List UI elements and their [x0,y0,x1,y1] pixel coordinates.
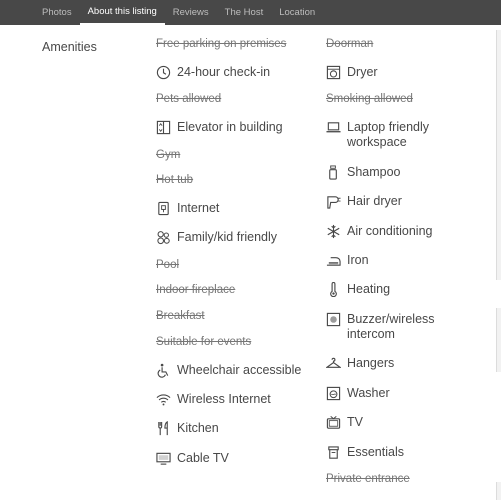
amenity-air-conditioning [326,224,432,239]
tab-reviews[interactable]: Reviews [172,7,209,18]
amenity-iron [326,253,369,268]
amenity-doorman [326,37,373,52]
amenity-internet [156,201,219,216]
amenity-label: Iron [347,253,369,267]
amenity-hair-dryer [326,194,402,209]
amenity-wireless-internet [156,392,271,407]
amenity-24-hour-check-in [156,65,270,80]
amenity-hot-tub [156,173,193,188]
listing-section-nav [0,0,501,25]
amenity-label: Free parking on premises [156,38,287,50]
amenity-label: Indoor fireplace [156,284,236,296]
amenity-shampoo [326,165,401,180]
amenity-suitable-for-events [156,335,251,350]
amenity-label: Gym [156,149,181,161]
family-icon [156,230,171,245]
wifi-icon [156,392,171,407]
amenity-breakfast [156,309,205,324]
amenity-cable-tv [156,451,229,466]
amenity-label: Buzzer/wireless intercom [347,312,435,341]
amenity-buzzer-wireless-intercom [326,312,462,342]
shampoo-icon [326,165,341,180]
amenity-label: Essentials [347,445,404,459]
elevator-icon [156,120,171,135]
amenity-label: Pool [156,259,180,271]
amenity-essentials [326,445,404,460]
amenity-indoor-fireplace [156,283,235,298]
tab-the-host[interactable]: The Host [224,7,264,18]
cable-tv-icon [156,451,171,466]
clock-icon [156,65,171,80]
amenity-hangers [326,356,394,371]
amenity-label: Suitable for events [156,336,252,348]
iron-icon [326,253,341,268]
thermometer-icon [326,282,341,297]
amenity-pets-allowed [156,92,221,107]
amenity-family-kid-friendly [156,230,277,245]
amenity-laptop-friendly-workspace [326,120,462,150]
amenity-washer [326,386,390,401]
amenity-label: TV [347,415,363,429]
amenity-label: Dryer [347,65,378,79]
internet-icon [156,201,171,216]
kitchen-icon [156,421,171,436]
tab-location[interactable]: Location [279,7,316,18]
amenity-gym [156,148,180,163]
washer-icon [326,386,341,401]
amenity-label: Smoking allowed [326,93,413,105]
right-panel-edge [496,482,501,500]
amenity-label: Washer [347,386,390,400]
tab-about-this-listing[interactable]: About this listing [80,0,165,25]
amenity-label: Heating [347,282,391,296]
wheelchair-icon [156,363,171,378]
amenity-label: Hangers [347,356,395,370]
amenity-label: Wireless Internet [177,392,271,406]
amenity-label: 24-hour check-in [177,65,271,79]
amenity-label: Pets allowed [156,93,222,105]
essentials-icon [326,445,341,460]
amenity-label: Internet [177,201,220,215]
amenities-heading: Amenities [42,40,97,54]
amenity-label: Hot tub [156,174,194,186]
intercom-icon [326,312,341,327]
amenity-wheelchair-accessible [156,363,301,378]
amenity-heating [326,282,390,297]
laptop-icon [326,120,341,135]
tv-icon [326,415,341,430]
hanger-icon [326,356,341,371]
hair-dryer-icon [326,194,341,209]
amenity-pool [156,258,179,273]
amenity-label: Doorman [326,38,374,50]
amenity-private-entrance [326,472,410,487]
amenity-label: Laptop friendly workspace [347,120,430,149]
amenity-label: Breakfast [156,310,205,322]
amenity-label: Hair dryer [347,194,402,208]
right-panel-edge [496,30,501,280]
amenity-kitchen [156,421,219,436]
amenity-label: Private entrance [326,473,410,485]
amenity-label: Air conditioning [347,224,433,238]
amenity-free-parking [156,37,286,52]
amenity-elevator [156,120,283,135]
amenity-label: Cable TV [177,451,229,465]
amenity-label: Kitchen [177,421,219,435]
amenity-smoking-allowed [326,92,413,107]
amenity-label: Elevator in building [177,120,283,134]
amenity-label: Wheelchair accessible [177,363,302,377]
amenity-dryer [326,65,378,80]
amenity-label: Shampoo [347,165,401,179]
right-panel-edge [496,308,501,372]
amenity-label: Family/kid friendly [177,230,278,244]
dryer-icon [326,65,341,80]
tab-photos[interactable]: Photos [42,7,72,18]
snowflake-icon [326,224,341,239]
amenity-tv [326,415,363,430]
